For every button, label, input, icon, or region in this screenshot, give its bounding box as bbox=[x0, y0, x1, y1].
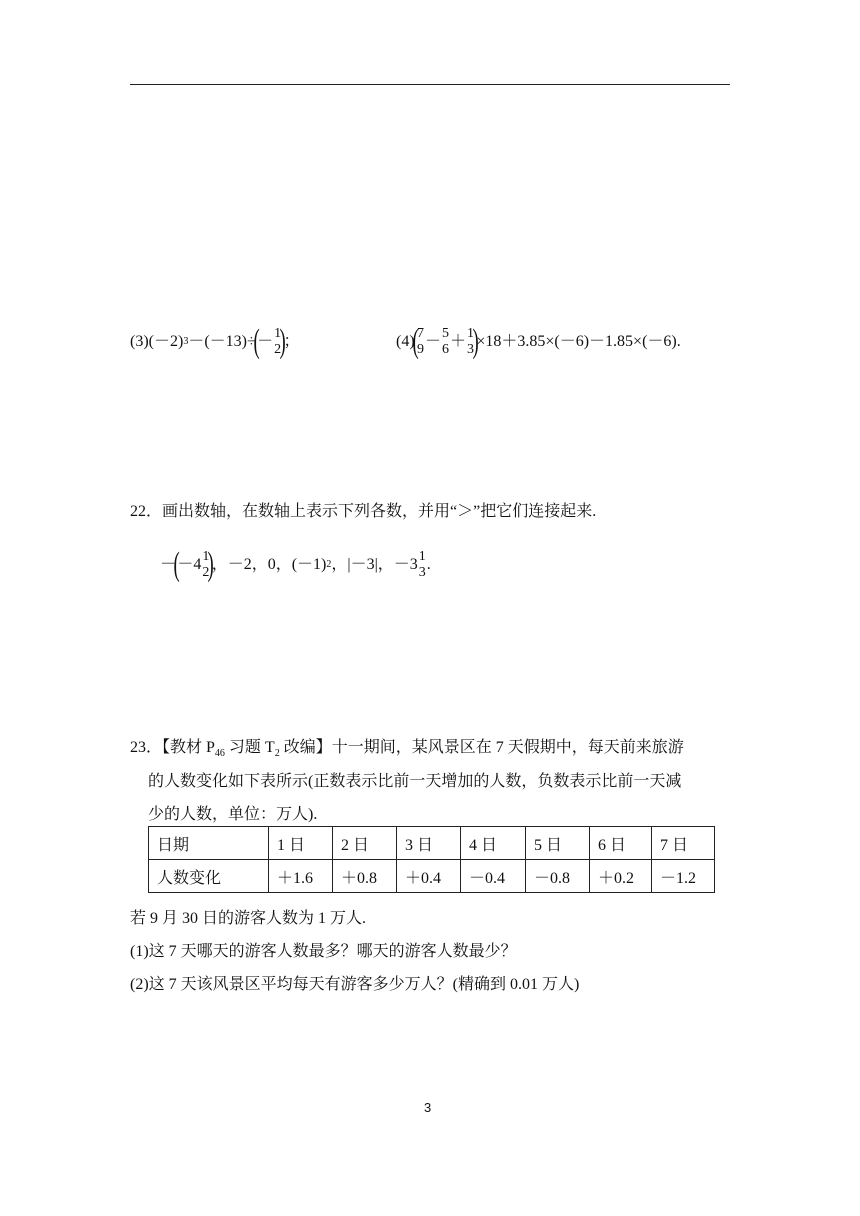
q22-paren-open: ( bbox=[173, 546, 180, 583]
table-cell: ＋0.8 bbox=[333, 860, 397, 893]
table-cell: －0.4 bbox=[461, 860, 526, 893]
part4-lead: (4) bbox=[396, 333, 415, 350]
q23-sub-question-1: (1)这 7 天哪天的游客人数最多？哪天的游客人数最少？ bbox=[130, 943, 517, 960]
tourist-change-table bbox=[148, 826, 715, 893]
part4-tail: ×18＋3.85×(－6)－1.85×(－6). bbox=[476, 333, 681, 350]
q22-exponent: 2 bbox=[326, 559, 332, 570]
page-number: 3 bbox=[424, 1100, 432, 1115]
q22-expression bbox=[160, 534, 431, 596]
part3-paren-close: ) bbox=[279, 323, 286, 360]
q23-tag-close: 改编】 bbox=[279, 739, 332, 756]
table-cell: 5 日 bbox=[526, 827, 590, 860]
part4-paren-close: ) bbox=[472, 323, 479, 360]
q23-given: 若 9 月 30 日的游客人数为 1 万人. bbox=[130, 910, 367, 927]
table-cell: 4 日 bbox=[461, 827, 526, 860]
f2-num: 5 bbox=[442, 325, 449, 341]
part3-mid: －(－13)÷ bbox=[188, 333, 256, 350]
q21-part3-expression bbox=[130, 312, 299, 372]
f2-den: 6 bbox=[442, 342, 449, 357]
q22-fraction-2 bbox=[419, 549, 426, 581]
q22-end: . bbox=[426, 556, 431, 573]
table-cell: ＋0.4 bbox=[397, 860, 461, 893]
table-cell: ＋0.2 bbox=[590, 860, 652, 893]
q23-tag-page: 46 bbox=[214, 748, 225, 760]
table-cell: 日期 bbox=[149, 827, 269, 860]
q23-tag-open: 【教材 P bbox=[162, 739, 215, 756]
q22-frac2-den: 3 bbox=[418, 565, 426, 580]
part4-op1: － bbox=[424, 333, 441, 350]
f3-num: 1 bbox=[467, 325, 475, 341]
q23-sub-question-2: (2)这 7 天该风景区平均每天有游客多少万人？(精确到 0.01 万人) bbox=[130, 976, 580, 993]
part3-lead: (3)(－2) bbox=[130, 333, 184, 350]
part3-frac-num: 1 bbox=[274, 325, 282, 341]
part3-frac-den: 2 bbox=[274, 342, 282, 357]
part3-paren-open: ( bbox=[253, 323, 260, 360]
table-cell: ＋1.6 bbox=[269, 860, 333, 893]
table-cell: －1.2 bbox=[652, 860, 715, 893]
q23-line-3: 少的人数，单位：万人). bbox=[148, 806, 318, 823]
q23-tag-item: 2 bbox=[274, 748, 280, 760]
part4-fraction-2 bbox=[442, 326, 449, 358]
q23-number: 23． bbox=[130, 739, 163, 756]
q23-line-1 bbox=[130, 734, 684, 759]
part4-op2: ＋ bbox=[450, 333, 467, 350]
table-cell: 1 日 bbox=[269, 827, 333, 860]
part3-minus: － bbox=[257, 333, 274, 350]
q22-frac1-den: 2 bbox=[202, 565, 210, 580]
q22-inner-minus: －4 bbox=[177, 556, 202, 573]
q22-list-a: ，－2，0，(－1) bbox=[211, 556, 327, 573]
q22-frac2-num: 1 bbox=[418, 548, 426, 564]
part4-paren-open: ( bbox=[412, 323, 419, 360]
q22-list-b: ，|－3|，－3 bbox=[331, 556, 418, 573]
q21-part4-expression bbox=[396, 312, 681, 372]
q22-text: 画出数轴，在数轴上表示下列各数，并用“＞”把它们连接起来. bbox=[162, 503, 597, 520]
q22-prompt bbox=[130, 498, 596, 521]
table-cell: 7 日 bbox=[652, 827, 715, 860]
q22-frac1-num: 1 bbox=[202, 548, 210, 564]
table-cell: 人数变化 bbox=[149, 860, 269, 893]
q23-line1-rest: 十一期间，某风景区在 7 天假期中，每天前来旅游 bbox=[331, 739, 684, 756]
table-cell: －0.8 bbox=[526, 860, 590, 893]
q22-paren-close: ) bbox=[207, 546, 215, 583]
part3-exponent: 3 bbox=[183, 336, 189, 347]
f3-den: 3 bbox=[467, 342, 475, 357]
q23-line-2: 的人数变化如下表所示(正数表示比前一天增加的人数，负数表示比前一天减 bbox=[148, 773, 682, 790]
part3-tail: ； bbox=[283, 333, 300, 350]
table-row bbox=[149, 860, 715, 893]
header-rule bbox=[130, 84, 730, 85]
f1-num: 7 bbox=[416, 325, 424, 341]
table-row bbox=[149, 827, 715, 860]
table-cell: 2 日 bbox=[333, 827, 397, 860]
q23-tag-mid: 习题 T bbox=[224, 739, 275, 756]
q22-number: 22． bbox=[130, 503, 163, 520]
table-cell: 6 日 bbox=[590, 827, 652, 860]
table-cell: 3 日 bbox=[397, 827, 461, 860]
f1-den: 9 bbox=[416, 342, 424, 357]
q22-lead-minus: － bbox=[160, 556, 177, 573]
